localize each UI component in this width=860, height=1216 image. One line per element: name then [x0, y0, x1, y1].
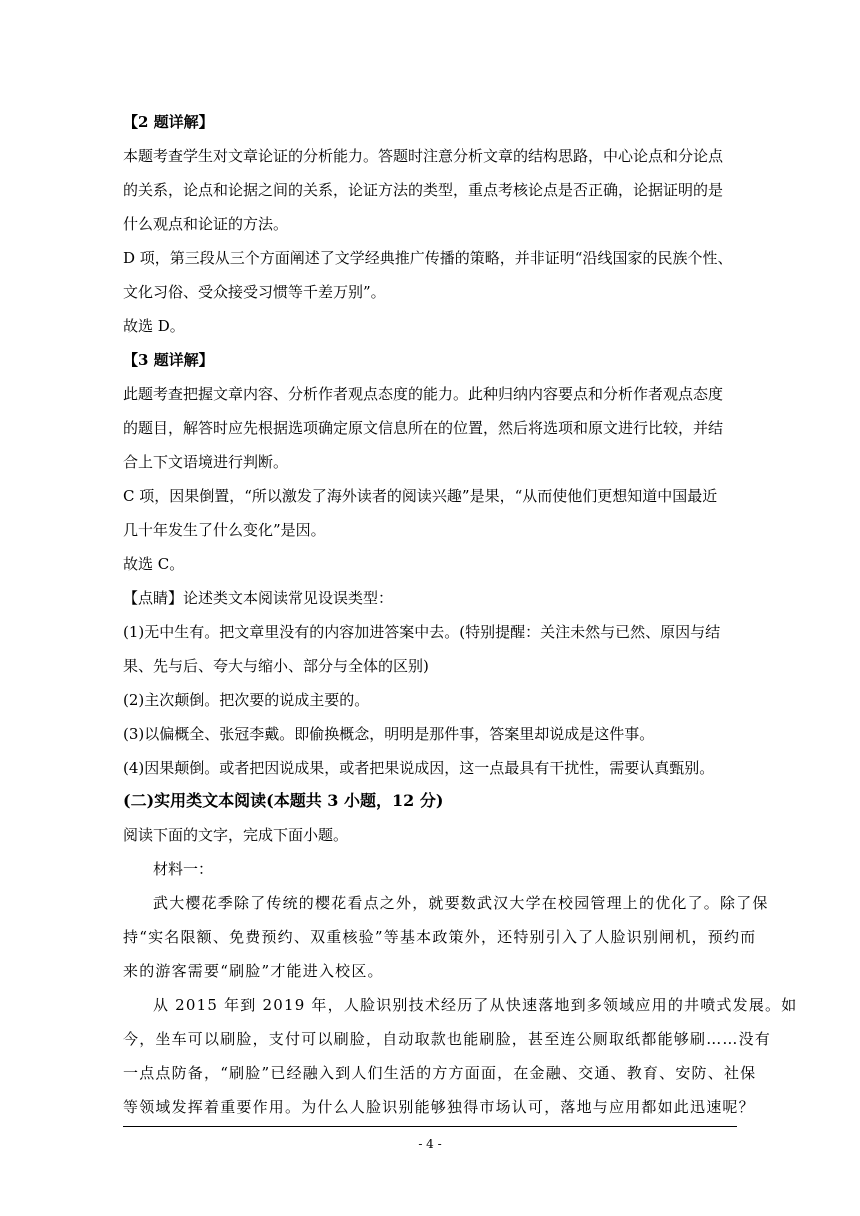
tip-heading: 【点睛】论述类文本阅读常见设误类型：: [123, 589, 394, 607]
material-paragraph: 今，坐车可以刷脸，支付可以刷脸，自动取款也能刷脸，甚至连公厕取纸都能够刷……没有: [123, 1030, 772, 1048]
text-line: 文化习俗、受众接受习惯等千差万别”。: [123, 283, 386, 301]
page-number: - 4 -: [418, 1137, 442, 1151]
text-line: (3)以偏概全、张冠李戴。即偷换概念，明明是那件事，答案里却说成是这件事。: [123, 725, 655, 743]
text-line: 故选 C。: [123, 555, 185, 573]
section-title-practical-reading: (二)实用类文本阅读(本题共 3 小题，12 分): [123, 791, 444, 810]
text-line: 阅读下面的文字，完成下面小题。: [123, 826, 349, 844]
text-line: C 项，因果倒置，“所以激发了海外读者的阅读兴趣”是果，“从而使他们更想知道中国最近: [123, 487, 718, 505]
material-paragraph: 武大樱花季除了传统的樱花看点之外，就要数武汉大学在校园管理上的优化了。除了保: [153, 894, 769, 912]
text-line: 此题考查把握文章内容、分析作者观点态度的能力。此种归纳内容要点和分析作者观点态度: [123, 385, 724, 403]
text-line: 故选 D。: [123, 317, 185, 335]
footer-rule: [123, 1126, 737, 1127]
text-line: (4)因果颠倒。或者把因说成果，或者把果说成因，这一点最具有干扰性，需要认真甄别。: [123, 759, 715, 777]
text-line: (1)无中生有。把文章里没有的内容加进答案中去。(特别提醒：关注未然与已然、原因与结: [123, 623, 721, 641]
text-line: 的关系，论点和论据之间的关系，论证方法的类型，重点考核论点是否正确，论据证明的是: [123, 181, 724, 199]
material-paragraph: 等领域发挥着重要作用。为什么人脸识别能够独得市场认可，落地与应用都如此迅速呢？: [123, 1098, 755, 1116]
section-heading-q3: 【3 题详解】: [123, 351, 214, 369]
material-paragraph: 持“实名限额、免费预约、双重核验”等基本政策外，还特别引入了人脸识别闸机，预约而: [123, 928, 757, 946]
text-line: 本题考查学生对文章论证的分析能力。答题时注意分析文章的结构思路，中心论点和分论点: [123, 147, 724, 165]
text-line: 的题目，解答时应先根据选项确定原文信息所在的位置，然后将选项和原文进行比较，并结: [123, 419, 724, 437]
material-paragraph: 来的游客需要“刷脸”才能进入校区。: [123, 962, 384, 980]
material-label: 材料一：: [153, 860, 214, 878]
text-line: 果、先与后、夸大与缩小、部分与全体的区别): [123, 657, 429, 675]
section-heading-q2: 【2 题详解】: [123, 113, 214, 131]
text-line: (2)主次颠倒。把次要的说成主要的。: [123, 691, 370, 709]
material-paragraph: 从 2015 年到 2019 年，人脸识别技术经历了从快速落地到多领域应用的井喷式发展。如: [153, 996, 798, 1014]
text-line: D 项，第三段从三个方面阐述了文学经典推广传播的策略，并非证明“沿线国家的民族个性、: [123, 249, 733, 267]
material-paragraph: 一点点防备，“刷脸”已经融入到人们生活的方方面面，在金融、交通、教育、安防、社保: [123, 1064, 757, 1082]
text-line: 几十年发生了什么变化”是因。: [123, 521, 326, 539]
text-line: 什么观点和论证的方法。: [123, 215, 289, 233]
text-line: 合上下文语境进行判断。: [123, 453, 289, 471]
